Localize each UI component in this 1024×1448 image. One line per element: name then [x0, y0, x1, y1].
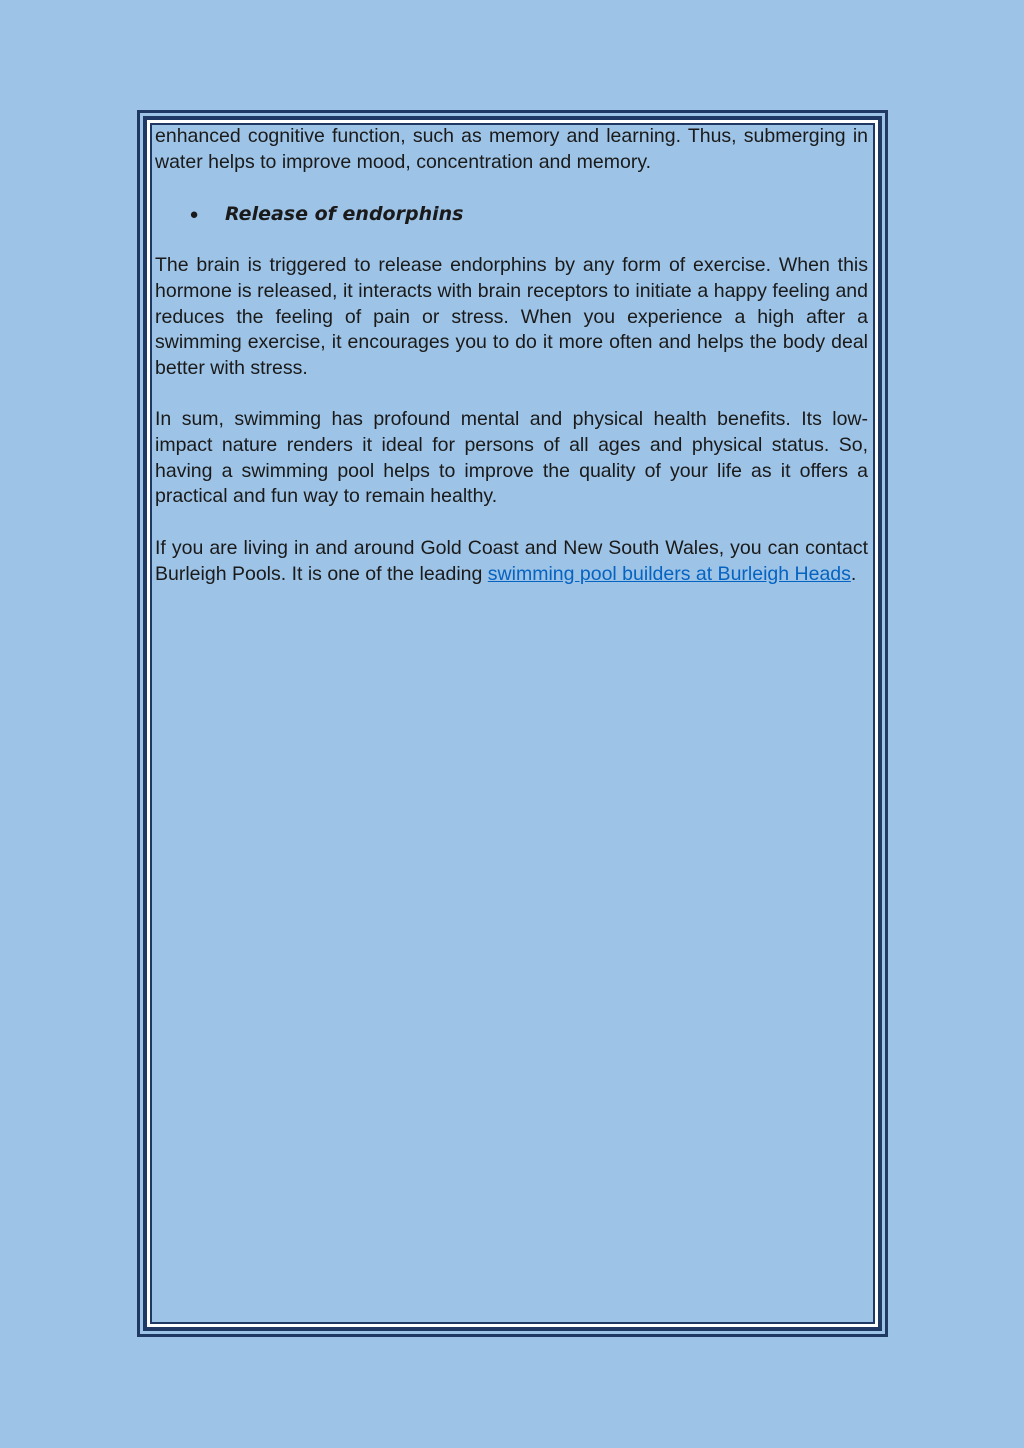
summary-paragraph: In sum, swimming has profound mental and physical health benefits. Its low-impact nature renders it ideal for persons of all ages and physical status. So, having a swimming pool helps to improve the quality of your life as it offers a practical and fun way to remain healthy. [155, 408, 868, 508]
intro-paragraph: enhanced cognitive function, such as memory and learning. Thus, submerging in water helps to improve mood, concentration and memory. [155, 125, 868, 173]
endorphins-paragraph: The brain is triggered to release endorphins by any form of exercise. When this hormone is released, it interacts with brain receptors to initiate a happy feeling and reduces the feeling of pain or stress. When you experience a high after a swimming exercise, it encourages you to do it more often and helps the body deal better with stress. [155, 254, 868, 379]
section-heading: Release of endorphins [225, 202, 464, 225]
contact-paragraph [155, 536, 868, 587]
pool-builders-link[interactable]: swimming pool builders at Burleigh Heads [487, 562, 851, 585]
bullet-icon: ● [189, 206, 199, 224]
contact-period: . [850, 562, 857, 585]
contact-text: If you are living in and around Gold Coast and New South Wales, you can contact Burleigh Pools. It is one of the leading [155, 536, 868, 585]
bullet-item [155, 201, 868, 228]
document-body [155, 124, 868, 613]
